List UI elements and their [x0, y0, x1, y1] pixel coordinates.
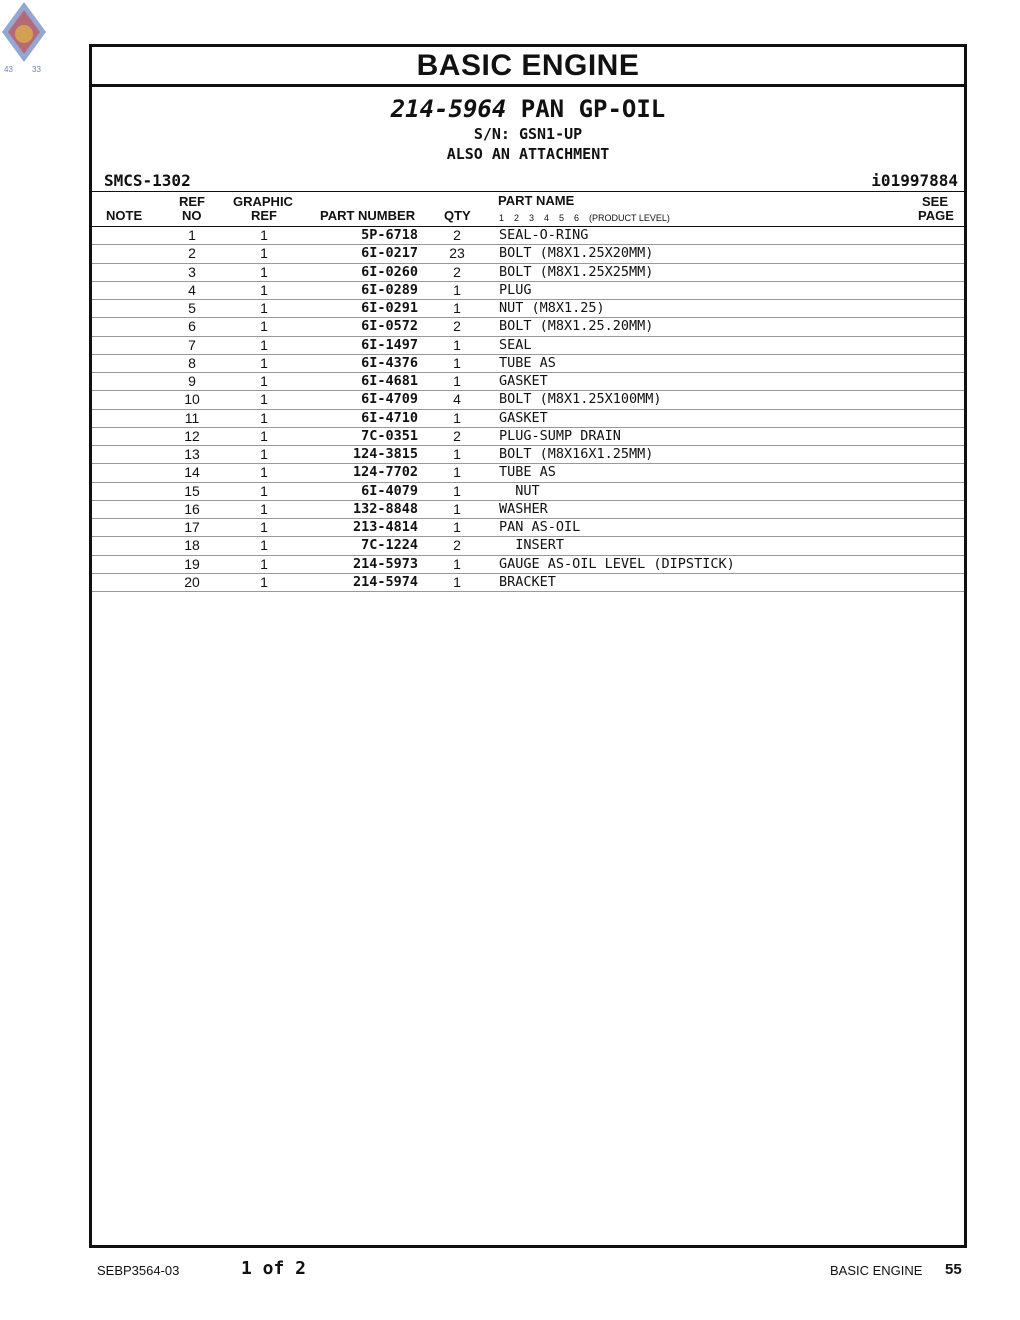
graphic-ref: 1	[260, 446, 268, 462]
part-number: 7C-1224	[361, 537, 418, 554]
part-number: 6I-0291	[361, 300, 418, 316]
ref-number: 11	[184, 409, 200, 426]
part-number: 6I-0217	[361, 245, 418, 262]
part-name: SEAL-O-RING	[499, 227, 589, 243]
section-title: BASIC ENGINE	[92, 47, 964, 87]
part-number: 6I-4376	[361, 354, 418, 371]
part-name: PAN AS-OIL	[499, 519, 581, 535]
quantity: 1	[453, 409, 461, 426]
table-row	[92, 264, 964, 282]
part-name: SEAL	[499, 336, 532, 353]
graphic-ref: 1	[260, 300, 268, 316]
part-number: 214-5974	[352, 573, 418, 590]
col-part-name: PART NAME	[498, 193, 575, 208]
part-name: BRACKET	[499, 573, 556, 590]
graphic-ref: 1	[260, 245, 268, 262]
part-name: GASKET	[499, 409, 548, 426]
graphic-ref: 1	[260, 373, 268, 389]
col-ref-top: REF	[179, 194, 205, 209]
table-row	[92, 355, 964, 373]
part-name: PLUG	[499, 281, 532, 298]
publisher-logo	[0, 0, 48, 78]
graphic-ref: 1	[260, 573, 268, 590]
part-name: PLUG-SUMP DRAIN	[499, 427, 621, 444]
part-name: WASHER	[499, 500, 548, 517]
table-row	[92, 373, 964, 391]
part-number: 124-7702	[352, 464, 418, 481]
part-name: INSERT	[499, 537, 565, 554]
logo-right-number: 33	[32, 65, 41, 74]
part-name: TUBE AS	[499, 464, 556, 481]
part-name: BOLT (M8X1.25X25MM)	[499, 263, 654, 280]
ref-number: 13	[184, 446, 200, 462]
table-row	[92, 282, 964, 300]
quantity: 2	[453, 318, 461, 335]
ref-number: 12	[184, 427, 200, 444]
graphic-ref: 1	[260, 263, 268, 280]
quantity: 1	[453, 482, 461, 499]
quantity: 2	[453, 263, 461, 280]
logo-left-number: 43	[4, 65, 13, 74]
quantity: 1	[453, 373, 461, 389]
quantity: 1	[453, 336, 461, 353]
illustration-id: i01997884	[871, 171, 958, 190]
table-row	[92, 446, 964, 464]
part-number: 6I-4709	[361, 391, 418, 408]
quantity: 1	[453, 519, 461, 535]
quantity: 23	[449, 245, 465, 262]
graphic-ref: 1	[260, 464, 268, 481]
graphic-ref: 1	[260, 555, 268, 572]
ref-number: 8	[188, 354, 196, 371]
table-row	[92, 245, 964, 263]
table-row	[92, 519, 964, 537]
graphic-ref: 1	[260, 482, 268, 499]
ref-number: 16	[184, 500, 200, 517]
quantity: 1	[453, 281, 461, 298]
part-number: 213-4814	[352, 519, 418, 535]
part-number: 5P-6718	[361, 227, 418, 243]
part-number: 132-8848	[352, 500, 418, 517]
col-product-levels: 1 2 3 4 5 6 (PRODUCT LEVEL)	[499, 213, 670, 223]
part-name: BOLT (M8X16X1.25MM)	[499, 446, 654, 462]
graphic-ref: 1	[260, 500, 268, 517]
group-header	[92, 87, 964, 191]
quantity: 1	[453, 446, 461, 462]
serial-number: S/N: GSN1-UP	[473, 125, 583, 143]
ref-number: 4	[188, 281, 196, 298]
group-number: 214-5964	[390, 95, 507, 123]
ref-number: 2	[188, 245, 196, 262]
col-graphic-top: GRAPHIC	[233, 194, 293, 209]
quantity: 2	[453, 427, 461, 444]
footer-section: BASIC ENGINE	[830, 1263, 923, 1278]
group-note: ALSO AN ATTACHMENT	[446, 145, 610, 163]
graphic-ref: 1	[260, 227, 268, 243]
part-name: TUBE AS	[499, 354, 556, 371]
part-number: 7C-0351	[361, 427, 418, 444]
table-row	[92, 391, 964, 409]
quantity: 1	[453, 573, 461, 590]
graphic-ref: 1	[260, 281, 268, 298]
ref-number: 10	[184, 391, 200, 408]
footer-page-number: 55	[945, 1261, 962, 1278]
part-number: 214-5973	[352, 555, 418, 572]
table-row	[92, 337, 964, 355]
col-graphic-bottom: REF	[251, 208, 277, 223]
ref-number: 18	[184, 537, 200, 554]
ref-number: 1	[188, 227, 196, 243]
quantity: 2	[453, 227, 461, 243]
footer-doc-number: SEBP3564-03	[97, 1263, 180, 1278]
table-row	[92, 574, 964, 592]
part-name: NUT (M8X1.25)	[499, 300, 605, 316]
quantity: 1	[453, 555, 461, 572]
graphic-ref: 1	[260, 354, 268, 371]
part-name: BOLT (M8X1.25.20MM)	[499, 318, 654, 335]
col-qty: QTY	[444, 208, 471, 223]
col-see-top: SEE	[922, 194, 949, 209]
parts-table-body	[92, 227, 964, 592]
graphic-ref: 1	[260, 409, 268, 426]
table-row	[92, 464, 964, 482]
graphic-ref: 1	[260, 427, 268, 444]
table-row	[92, 410, 964, 428]
col-part-number: PART NUMBER	[320, 208, 416, 223]
ref-number: 15	[184, 482, 200, 499]
part-number: 6I-0260	[361, 263, 418, 280]
ref-number: 9	[188, 373, 196, 389]
table-row	[92, 318, 964, 336]
quantity: 4	[453, 391, 461, 408]
parts-page-frame	[89, 44, 967, 1248]
ref-number: 17	[184, 519, 200, 535]
graphic-ref: 1	[260, 537, 268, 554]
graphic-ref: 1	[260, 336, 268, 353]
table-row	[92, 483, 964, 501]
part-number: 6I-0572	[361, 318, 418, 335]
part-number: 6I-4710	[361, 409, 418, 426]
col-note: NOTE	[106, 208, 143, 223]
graphic-ref: 1	[260, 318, 268, 335]
ref-number: 19	[184, 555, 200, 572]
col-see-bottom: PAGE	[918, 208, 954, 223]
table-header	[92, 191, 964, 227]
quantity: 2	[453, 537, 461, 554]
ref-number: 7	[188, 336, 196, 353]
footer-page-of: 1 of 2	[241, 1258, 307, 1279]
graphic-ref: 1	[260, 391, 268, 408]
part-name: BOLT (M8X1.25X100MM)	[499, 391, 662, 408]
graphic-ref: 1	[260, 519, 268, 535]
table-row	[92, 428, 964, 446]
table-row	[92, 227, 964, 245]
table-row	[92, 556, 964, 574]
part-name: NUT	[499, 482, 540, 499]
quantity: 1	[453, 500, 461, 517]
col-ref-bottom: NO	[182, 208, 202, 223]
table-row	[92, 537, 964, 555]
ref-number: 14	[184, 464, 200, 481]
part-number: 6I-4079	[361, 482, 418, 499]
part-number: 6I-1497	[361, 336, 418, 353]
part-name: GASKET	[499, 373, 548, 389]
quantity: 1	[453, 354, 461, 371]
part-number: 6I-4681	[361, 373, 418, 389]
group-title	[92, 92, 964, 126]
ref-number: 5	[188, 300, 196, 316]
smcs-code: SMCS-1302	[104, 171, 191, 190]
quantity: 1	[453, 300, 461, 316]
table-row	[92, 300, 964, 318]
part-name: GAUGE AS-OIL LEVEL (DIPSTICK)	[499, 555, 735, 572]
group-name: PAN GP-OIL	[520, 95, 666, 123]
part-number: 6I-0289	[361, 281, 418, 298]
ref-number: 3	[188, 263, 196, 280]
table-row	[92, 501, 964, 519]
part-name: BOLT (M8X1.25X20MM)	[499, 245, 654, 262]
ref-number: 20	[184, 573, 200, 590]
part-number: 124-3815	[352, 446, 418, 462]
ref-number: 6	[188, 318, 196, 335]
quantity: 1	[453, 464, 461, 481]
